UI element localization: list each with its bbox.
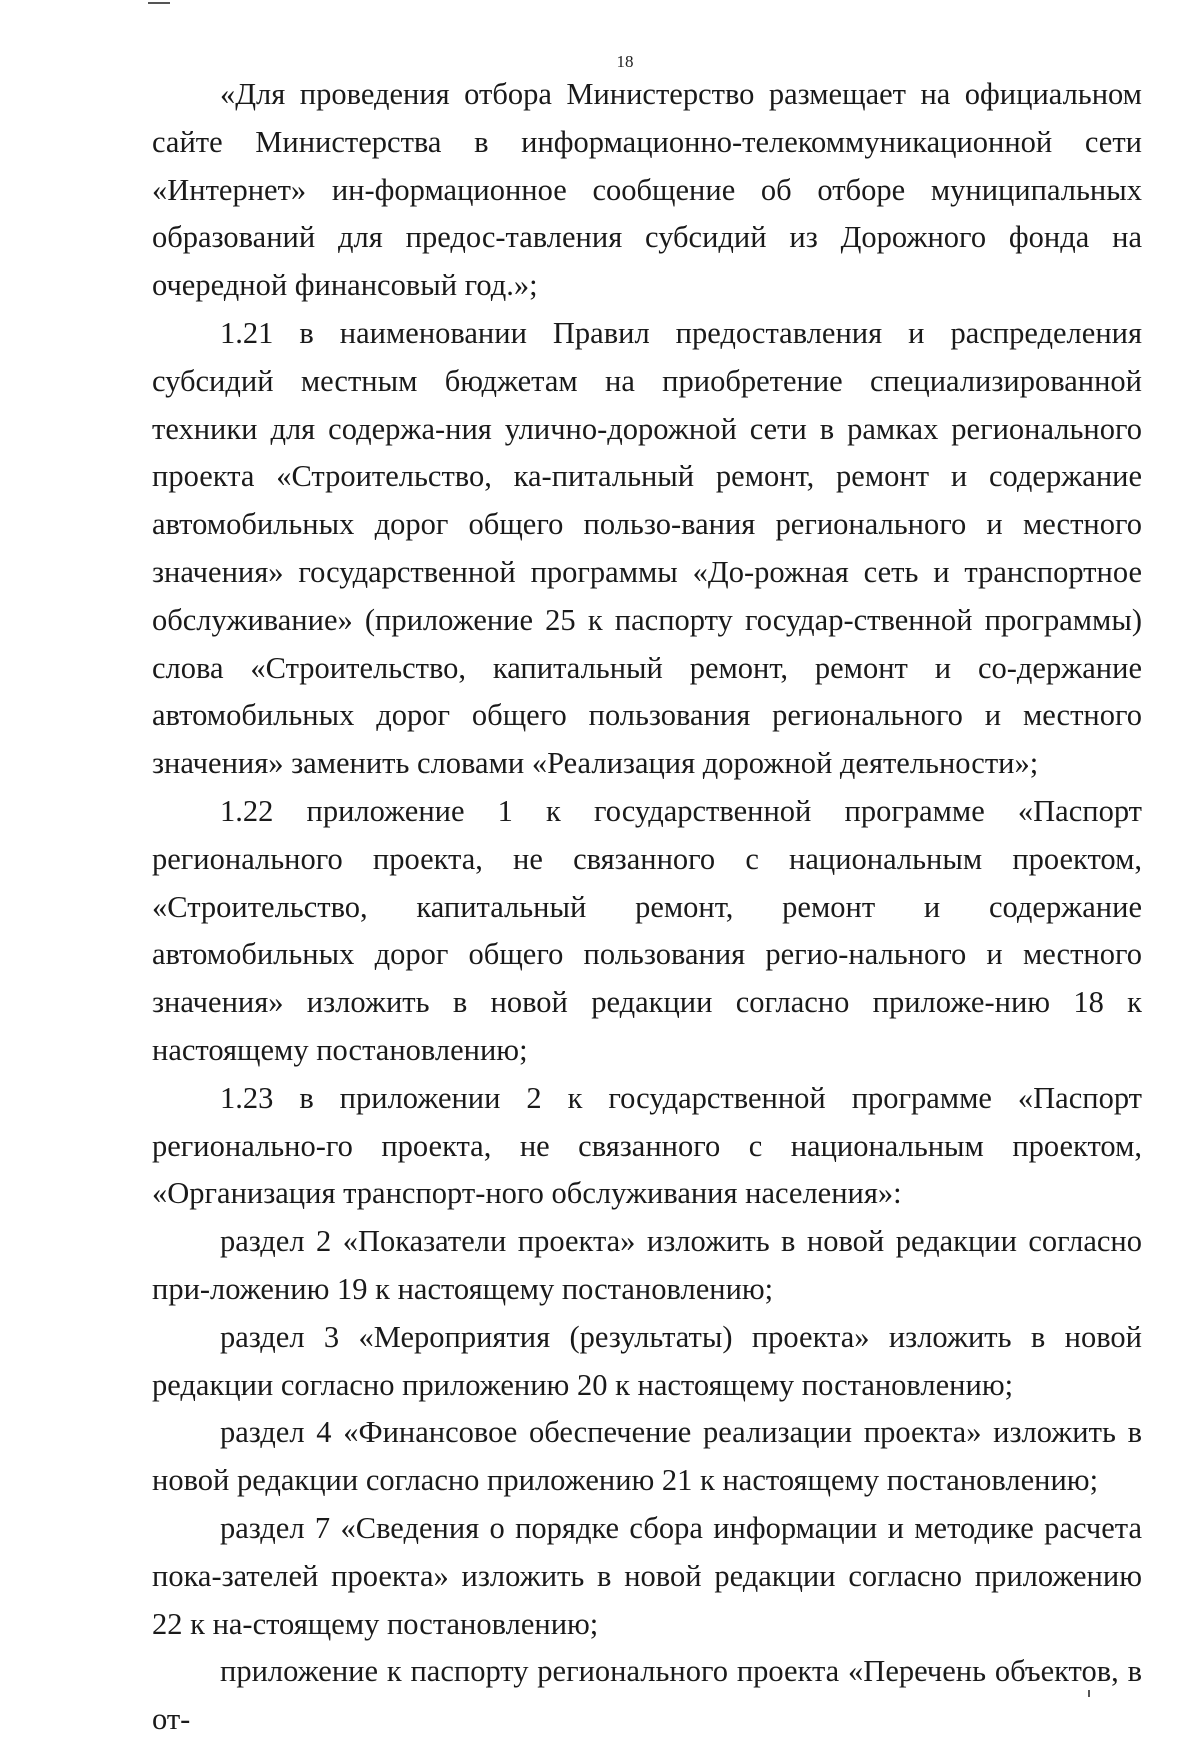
paragraph: 1.22 приложение 1 к государственной программе «Паспорт регионального проекта, не связанного с национальным проектом, «Строительство, капитальный ремонт, ремонт и содержание автомобильных дорог общего пользования регио-нального и местного значения» изложить в новой редакции согласно приложе-нию 18 к настоящему постановлению; — [152, 793, 1142, 1067]
scan-artifact-top — [148, 2, 170, 4]
paragraph: приложение к паспорту регионального проекта «Перечень объектов, в от- — [152, 1654, 1142, 1737]
paragraph: раздел 4 «Финансовое обеспечение реализации проекта» изложить в новой редакции согласно приложению 21 к настоящему постановлению; — [152, 1415, 1142, 1498]
document-body — [152, 71, 1142, 1744]
paragraph: «Для проведения отбора Министерство размещает на официальном сайте Министерства в информационно-телекоммуникационной сети «Интернет» ин-формационное сообщение об отборе муниципальных образований для предос-тавления субсидий из Дорожного фонда на очередной финансовый год.»; — [152, 77, 1142, 303]
paragraph: 1.21 в наименовании Правил предоставления и распределения субсидий местным бюджетам на приобретение специализированной техники для содержа-ния улично-дорожной сети в рамках регионального проекта «Строительство, ка-питальный ремонт, ремонт и содержание автомобильных дорог общего пользо-вания регионального и местного значения» государственной программы «До-рожная сеть и транспортное обслуживание» (приложение 25 к паспорту государ-ственной программы) слова «Строительство, капитальный ремонт, ремонт и со-держание автомобильных дорог общего пользования регионального и местного значения» заменить словами «Реализация дорожной деятельности»; — [152, 315, 1142, 781]
paragraph: раздел 3 «Мероприятия (результаты) проекта» изложить в новой редакции согласно приложению 20 к настоящему постановлению; — [152, 1319, 1142, 1402]
paragraph: 1.23 в приложении 2 к государственной программе «Паспорт регионально-го проекта, не связанного с национальным проектом, «Организация транспорт-ного обслуживания населения»: — [152, 1080, 1142, 1211]
paragraph: раздел 2 «Показатели проекта» изложить в новой редакции согласно при-ложению 19 к настоящему постановлению; — [152, 1224, 1142, 1306]
paragraph: раздел 7 «Сведения о порядке сбора информации и методике расчета пока-зателей проекта» изложить в новой редакции согласно приложению 22 к на-стоящему постановлению; — [152, 1510, 1142, 1641]
page-number: 18 — [616, 52, 634, 71]
